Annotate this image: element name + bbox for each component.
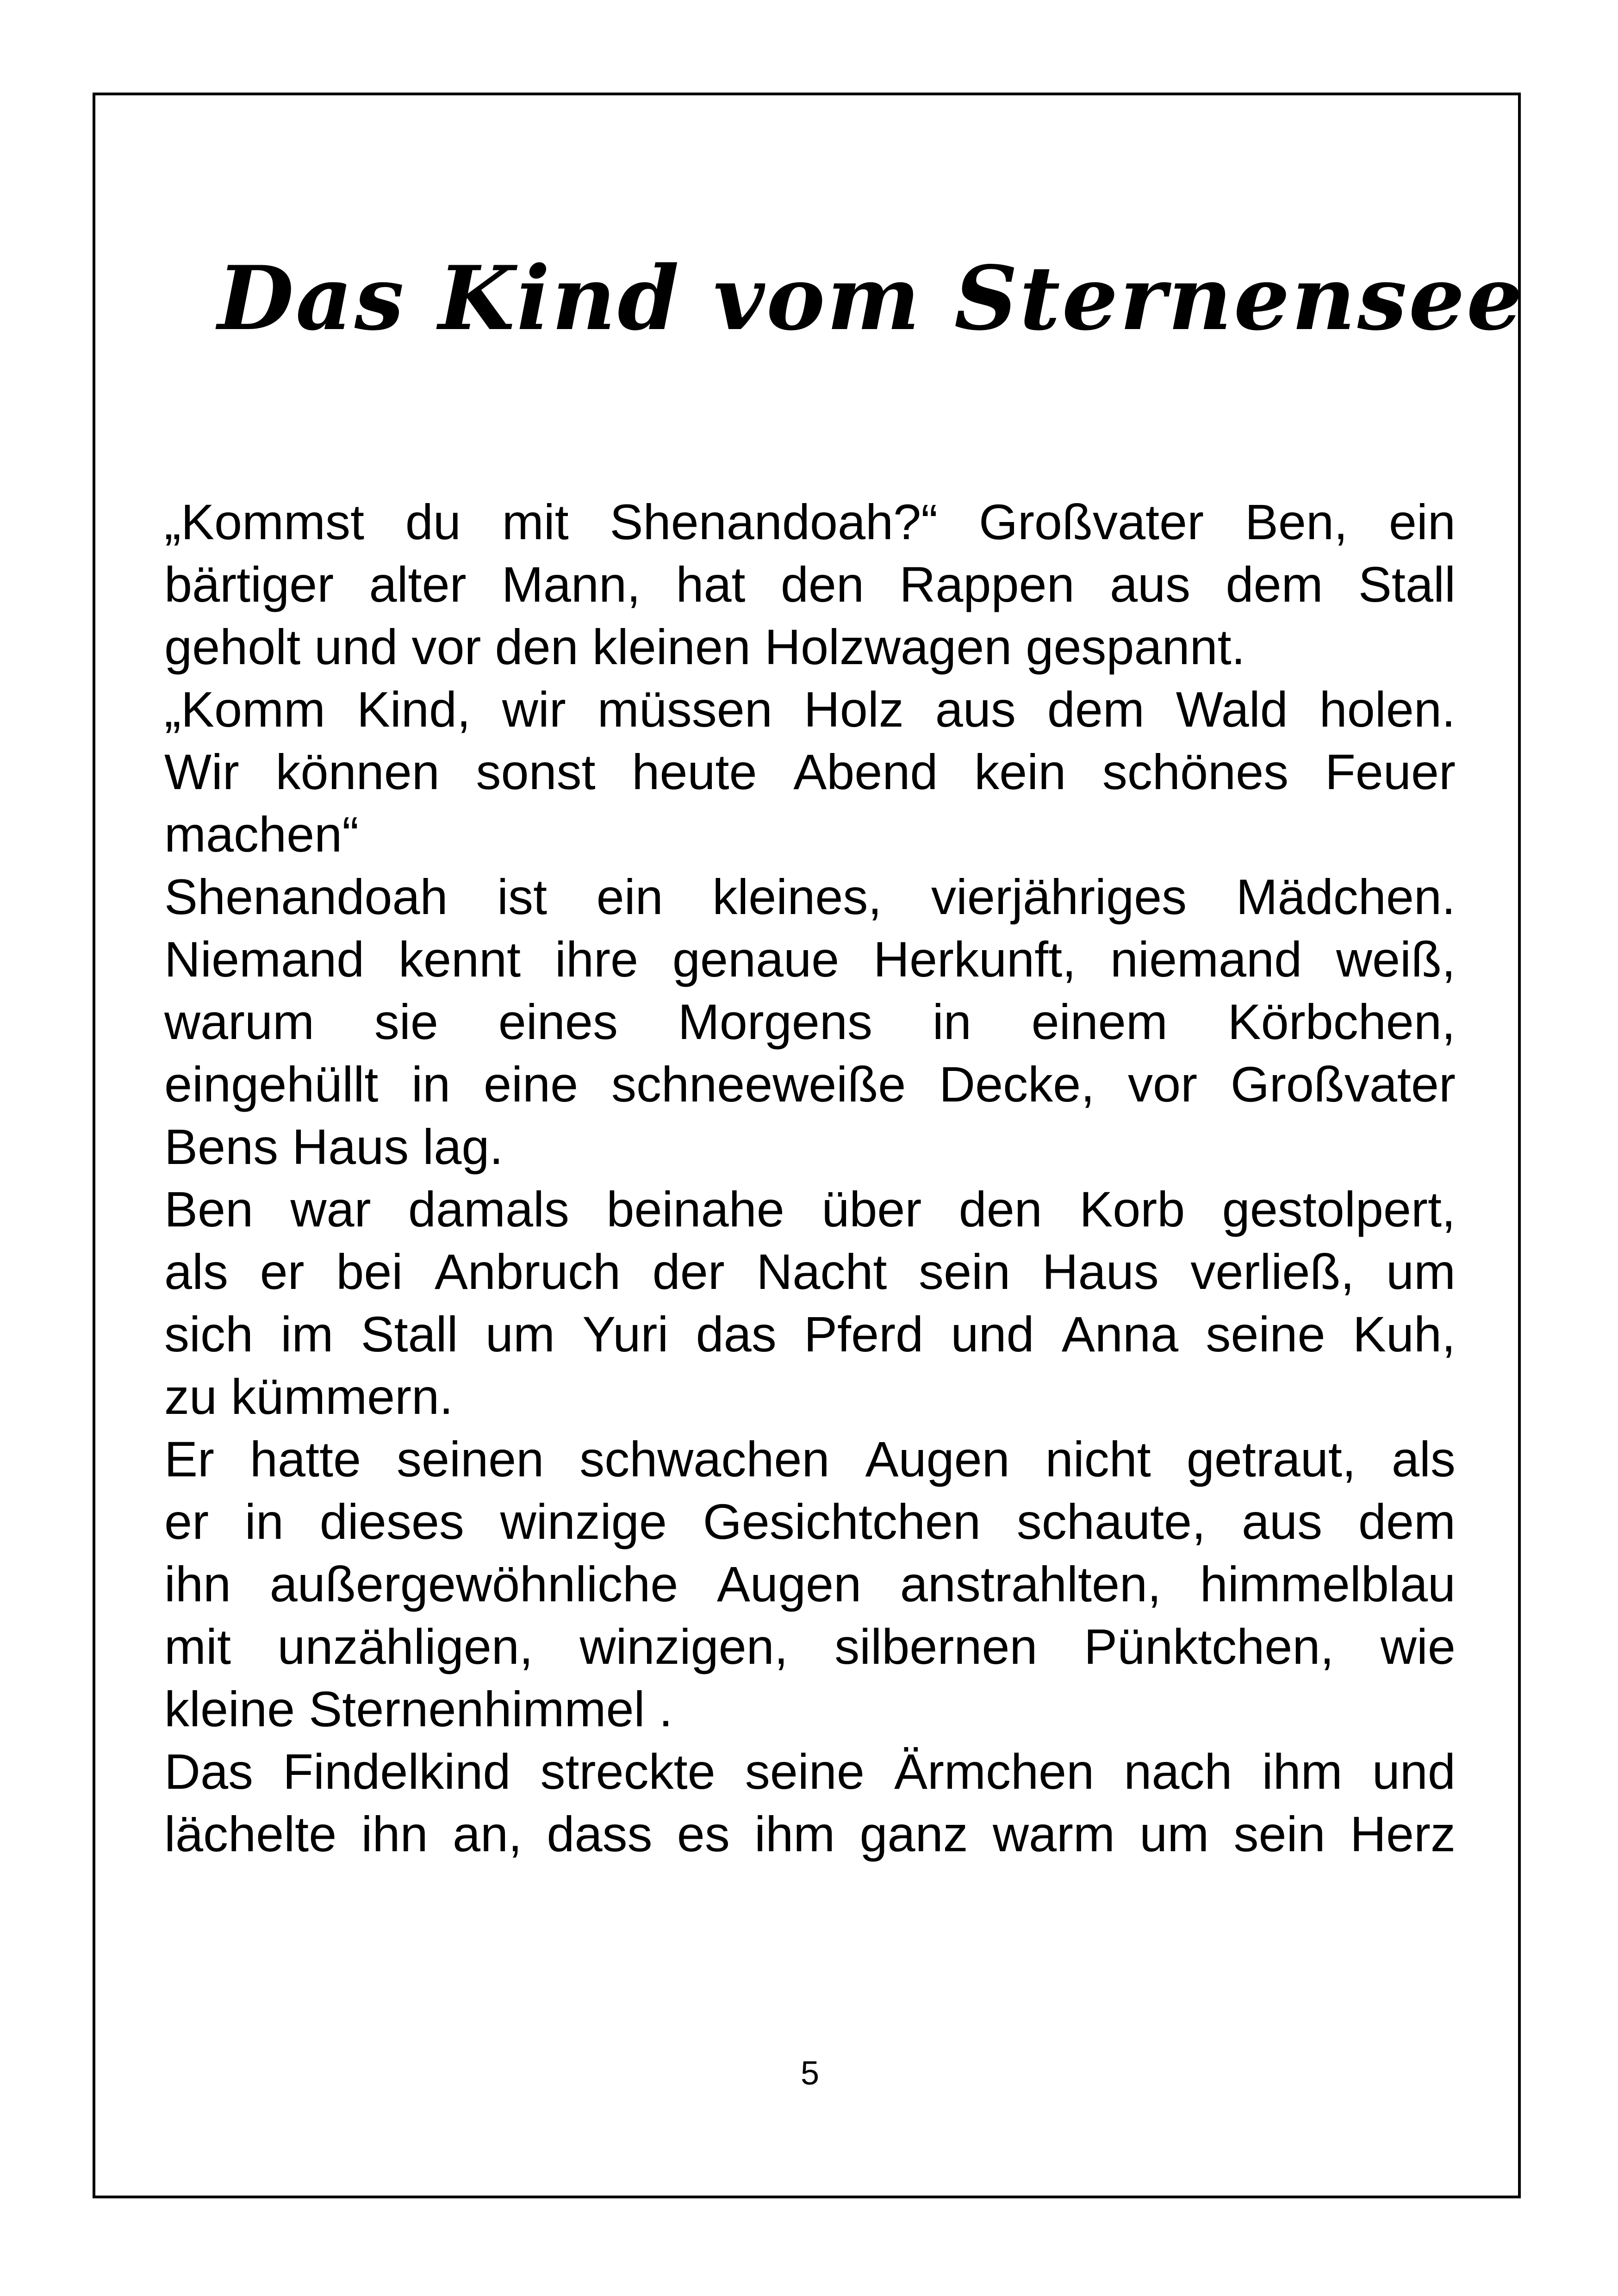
word: Gesichtchen — [703, 1493, 981, 1549]
word: war — [290, 1181, 371, 1237]
text-line: geholt und vor den kleinen Holzwagen gespannt. — [164, 619, 1245, 675]
word: ganz — [859, 1806, 968, 1862]
word: Mädchen. — [1236, 869, 1456, 925]
word: heute — [632, 744, 757, 800]
word: der — [652, 1244, 725, 1300]
word: als — [1391, 1431, 1456, 1487]
word: Nacht — [756, 1244, 887, 1300]
word: Kuh, — [1352, 1306, 1456, 1362]
word: Augen — [865, 1431, 1010, 1487]
text-line: machen“ — [164, 806, 359, 862]
word: Pferd — [804, 1306, 924, 1362]
word: Feuer — [1325, 744, 1456, 800]
word: Körbchen, — [1227, 994, 1456, 1050]
word: aus — [1110, 556, 1191, 612]
word: Korb — [1079, 1181, 1185, 1237]
word: Niemand — [164, 931, 365, 987]
word: du — [405, 494, 461, 550]
word: Pünktchen, — [1084, 1618, 1334, 1674]
word: alter — [369, 556, 467, 612]
word: um — [1386, 1244, 1456, 1300]
word: müssen — [597, 681, 772, 737]
word: Das — [164, 1743, 254, 1799]
word: und — [951, 1306, 1034, 1362]
word: seinen — [397, 1431, 544, 1487]
text-line: Bens Haus lag. — [164, 1119, 504, 1175]
text-line — [164, 1490, 1456, 1553]
word: unzähligen, — [277, 1618, 533, 1674]
word: um — [485, 1306, 555, 1362]
word: hatte — [249, 1431, 361, 1487]
word: Großvater — [1230, 1056, 1456, 1112]
word: warm — [992, 1806, 1115, 1862]
word: es — [677, 1806, 730, 1862]
word: ihn — [361, 1806, 428, 1862]
word: ihm — [1262, 1743, 1343, 1799]
word: um — [1139, 1806, 1209, 1862]
word: dem — [1226, 556, 1323, 612]
word: und — [1372, 1743, 1456, 1799]
word: Augen — [716, 1556, 862, 1612]
word: Morgens — [678, 994, 872, 1050]
text-line — [164, 990, 1456, 1053]
word: schaute, — [1016, 1493, 1206, 1549]
text-line — [164, 1615, 1456, 1678]
word: hat — [676, 556, 746, 612]
word: seine — [1206, 1306, 1326, 1362]
word: Großvater — [978, 494, 1204, 550]
word: silbernen — [834, 1618, 1038, 1674]
word: er — [260, 1244, 305, 1300]
word: nach — [1124, 1743, 1232, 1799]
word: sich — [164, 1306, 254, 1362]
word: Wir — [164, 744, 239, 800]
word: einem — [1031, 994, 1168, 1050]
text-line: zu kümmern. — [164, 1369, 454, 1425]
word: sie — [374, 994, 438, 1050]
word: winzigen, — [579, 1618, 788, 1674]
word: dass — [547, 1806, 653, 1862]
word: Findelkind — [283, 1743, 511, 1799]
word: aus — [935, 681, 1016, 737]
word: Yuri — [582, 1306, 669, 1362]
word: winzige — [500, 1493, 667, 1549]
word: wir — [502, 681, 566, 737]
word: weiß, — [1336, 931, 1456, 987]
word: Ben — [164, 1181, 254, 1237]
word: nicht — [1045, 1431, 1151, 1487]
word: schwachen — [579, 1431, 830, 1487]
word: ihm — [754, 1806, 835, 1862]
word: Mann, — [501, 556, 641, 612]
word: getraut, — [1186, 1431, 1356, 1487]
word: Herkunft, — [873, 931, 1077, 987]
word: warum — [164, 994, 315, 1050]
word: über — [821, 1181, 922, 1237]
text-line — [164, 678, 1456, 740]
word: in — [244, 1493, 284, 1549]
document-title: Das Kind vom Sternensee — [218, 247, 1525, 350]
word: gestolpert, — [1222, 1181, 1456, 1237]
word: dieses — [319, 1493, 464, 1549]
word: verließ, — [1190, 1244, 1355, 1300]
word: streckte — [540, 1743, 716, 1799]
word: schneeweiße — [611, 1056, 906, 1112]
word: anstrahlten, — [900, 1556, 1162, 1612]
word: Stall — [1358, 556, 1456, 612]
word: vor — [1128, 1056, 1198, 1112]
word: holen. — [1319, 681, 1456, 737]
word: niemand — [1110, 931, 1302, 987]
text-line — [164, 491, 1456, 553]
text-line — [164, 1553, 1456, 1615]
word: bärtiger — [164, 556, 334, 612]
word: Ben, — [1245, 494, 1348, 550]
body-text — [164, 491, 1456, 1865]
text-line — [164, 1053, 1456, 1115]
word: kennt — [398, 931, 521, 987]
word: ihn — [164, 1556, 231, 1612]
word: ist — [497, 869, 548, 925]
word: den — [780, 556, 865, 612]
text-line — [164, 1803, 1456, 1865]
word: als — [164, 1244, 229, 1300]
word: an, — [452, 1806, 523, 1862]
word: ihre — [554, 931, 639, 987]
text-line — [164, 1428, 1456, 1490]
word: Anna — [1061, 1306, 1179, 1362]
word: seine — [745, 1743, 865, 1799]
word: vierjähriges — [931, 869, 1187, 925]
word: im — [280, 1306, 334, 1362]
word: Rappen — [899, 556, 1075, 612]
word: schönes — [1102, 744, 1289, 800]
word: Haus — [1042, 1244, 1159, 1300]
word: lächelte — [164, 1806, 337, 1862]
word: mit — [502, 494, 569, 550]
word: den — [958, 1181, 1042, 1237]
word: Herz — [1350, 1806, 1456, 1862]
word: himmelblau — [1200, 1556, 1456, 1612]
word: Shenandoah?“ — [610, 494, 938, 550]
word: kleines, — [712, 869, 882, 925]
text-line: kleine Sternenhimmel . — [164, 1681, 673, 1737]
word: sein — [919, 1244, 1011, 1300]
word: kein — [974, 744, 1066, 800]
word: ein — [1388, 494, 1456, 550]
word: er — [164, 1493, 209, 1549]
word: wie — [1380, 1618, 1456, 1674]
word: Ärmchen — [894, 1743, 1095, 1799]
text-line — [164, 1740, 1456, 1803]
word: mit — [164, 1618, 231, 1674]
text-line — [164, 1178, 1456, 1240]
word: Holz — [803, 681, 904, 737]
word: außergewöhnliche — [269, 1556, 678, 1612]
word: eines — [498, 994, 618, 1050]
word: dem — [1358, 1493, 1456, 1549]
text-line — [164, 553, 1456, 616]
text-line — [164, 1240, 1456, 1303]
word: eingehüllt — [164, 1056, 379, 1112]
text-line — [164, 928, 1456, 990]
word: in — [411, 1056, 451, 1112]
word: Anbruch — [434, 1244, 621, 1300]
word: Stall — [361, 1306, 458, 1362]
word: sein — [1233, 1806, 1326, 1862]
word: sonst — [476, 744, 596, 800]
word: Shenandoah — [164, 869, 448, 925]
word: Er — [164, 1431, 214, 1487]
text-line — [164, 1303, 1456, 1365]
word: Kind, — [356, 681, 471, 737]
word: „Kommst — [164, 494, 364, 550]
word: Abend — [793, 744, 938, 800]
word: ein — [596, 869, 663, 925]
word: genaue — [672, 931, 840, 987]
word: beinahe — [606, 1181, 784, 1237]
text-line — [164, 865, 1456, 928]
text-line — [164, 740, 1456, 803]
word: dem — [1047, 681, 1145, 737]
word: damals — [408, 1181, 570, 1237]
word: Decke, — [939, 1056, 1095, 1112]
word: können — [275, 744, 440, 800]
word: aus — [1241, 1493, 1323, 1549]
word: bei — [336, 1244, 403, 1300]
word: eine — [484, 1056, 579, 1112]
word: Wald — [1176, 681, 1288, 737]
word: in — [932, 994, 971, 1050]
word: das — [696, 1306, 777, 1362]
page-number: 5 — [800, 2055, 820, 2092]
word: „Komm — [164, 681, 325, 737]
